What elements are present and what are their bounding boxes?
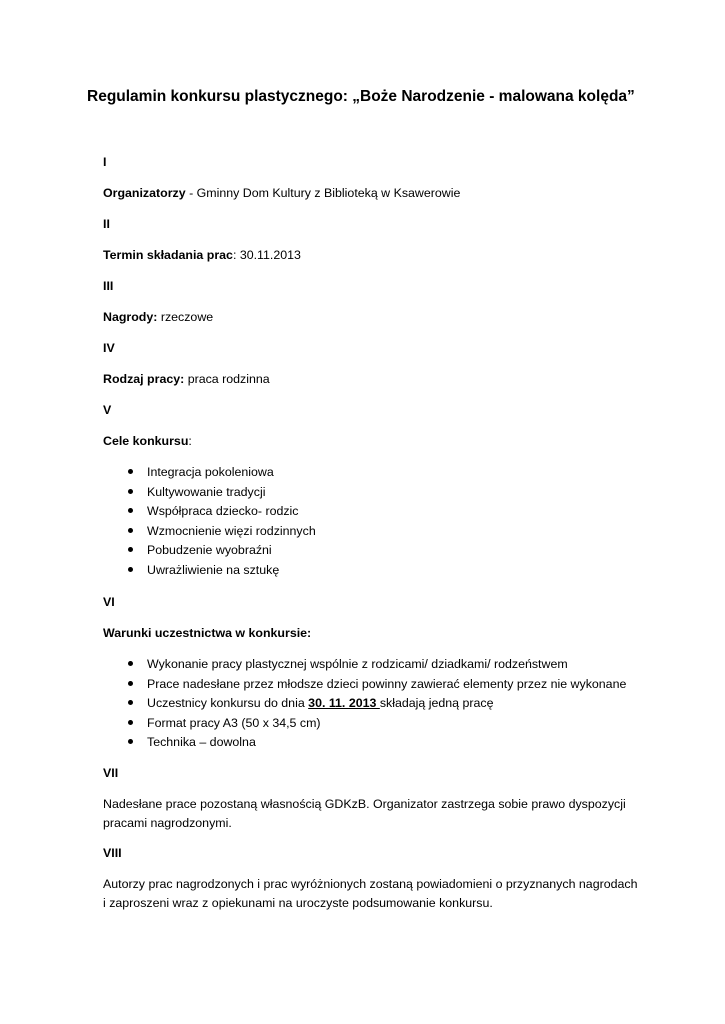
section-3-label: Nagrody:	[103, 310, 158, 324]
bullet-icon	[128, 567, 133, 572]
bullet-icon	[128, 528, 133, 533]
section-1-text: - Gminny Dom Kultury z Biblioteką w Ksawerowie	[185, 186, 461, 200]
list-item-text: Pobudzenie wyobraźni	[147, 543, 272, 558]
section-4-text: praca rodzinna	[184, 372, 270, 386]
deadline-date: 30. 11. 2013	[308, 696, 380, 711]
list-item-text: Współpraca dziecko- rodzic	[147, 504, 299, 519]
section-2-paragraph	[103, 247, 301, 263]
section-7-line-1: Nadesłane prace pozostaną własnością GDKzB. Organizator zastrzega sobie prawo dyspozycji	[103, 797, 626, 811]
bullet-icon	[128, 547, 133, 552]
list-item-text: Format pracy A3 (50 x 34,5 cm)	[147, 715, 321, 730]
section-3-numeral: III	[103, 279, 114, 293]
section-5-paragraph	[103, 433, 192, 449]
section-2-numeral: II	[103, 217, 110, 231]
section-5-text: :	[188, 434, 192, 448]
bullet-icon	[128, 739, 133, 744]
bullet-icon	[128, 661, 133, 666]
section-7-numeral: VII	[103, 766, 119, 780]
bullet-icon	[128, 700, 133, 705]
list-item-text: Uwrażliwienie na sztukę	[147, 562, 280, 577]
section-6-label: Warunki uczestnictwa w konkursie:	[103, 626, 312, 640]
document-title: Regulamin konkursu plastycznego: „Boże Narodzenie - malowana kolęda”	[87, 88, 635, 105]
bullet-icon	[128, 720, 133, 725]
section-5-label: Cele konkursu	[103, 434, 189, 448]
deadline-suffix: składają jedną pracę	[379, 696, 494, 711]
section-6-numeral: VI	[103, 595, 115, 609]
section-1-paragraph	[103, 185, 460, 201]
list-item-text: Wzmocnienie więzi rodzinnych	[147, 523, 316, 538]
section-4-numeral: IV	[103, 341, 115, 355]
list-item-text: Prace nadesłane przez młodsze dzieci powinny zawierać elementy przez nie wykonane	[147, 676, 627, 691]
section-2-label: Termin składania prac	[103, 248, 233, 262]
section-3-paragraph	[103, 309, 213, 325]
section-2-text: : 30.11.2013	[232, 248, 301, 262]
bullet-icon	[128, 469, 133, 474]
deadline-prefix: Uczestnicy konkursu do dnia	[147, 696, 309, 711]
section-5-numeral: V	[103, 403, 112, 417]
list-item-text: Kultywowanie tradycji	[147, 484, 266, 499]
bullet-icon	[128, 489, 133, 494]
list-item-text: Technika – dowolna	[147, 735, 256, 750]
section-4-paragraph	[103, 371, 270, 387]
bullet-icon	[128, 508, 133, 513]
list-item-text	[147, 695, 494, 711]
section-7-line-2: pracami nagrodzonymi.	[103, 816, 232, 830]
section-1-numeral: I	[103, 155, 107, 169]
section-3-text: rzeczowe	[157, 310, 214, 324]
section-8-line-1: Autorzy prac nagrodzonych i prac wyróżnionych zostaną powiadomieni o przyznanych nagrodach	[103, 877, 638, 891]
section-8-numeral: VIII	[103, 846, 122, 860]
list-item-text: Integracja pokoleniowa	[147, 465, 274, 479]
section-1-label: Organizatorzy	[103, 186, 186, 200]
bullet-icon	[128, 681, 133, 686]
list-item-text: Wykonanie pracy plastycznej wspólnie z rodzicami/ dziadkami/ rodzeństwem	[147, 657, 568, 671]
section-4-label: Rodzaj pracy:	[103, 372, 185, 386]
section-8-line-2: i zaproszeni wraz z opiekunami na uroczyste podsumowanie konkursu.	[103, 896, 493, 910]
